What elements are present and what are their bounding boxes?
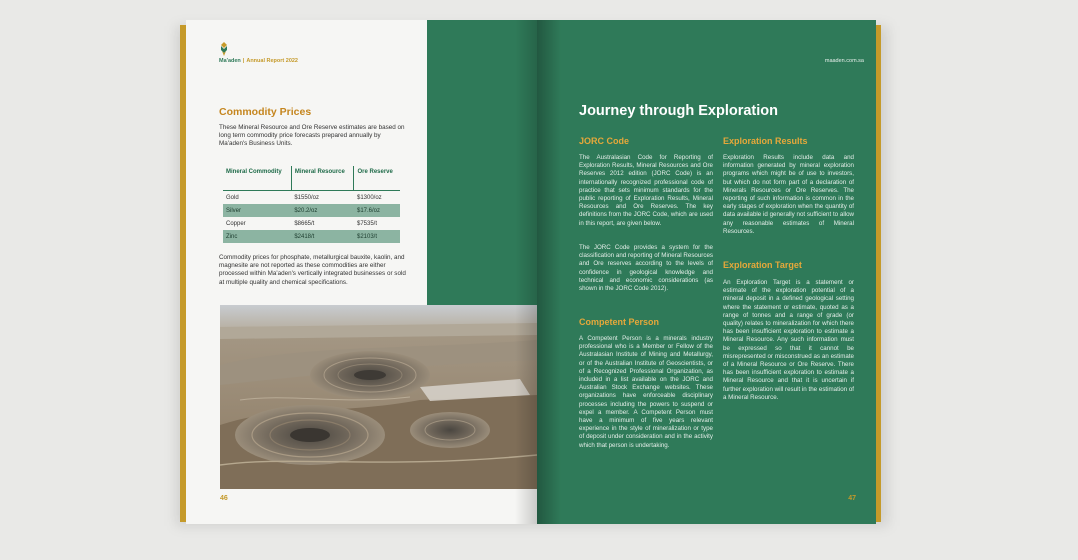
col-mineral-commodity: Mineral Commodity [223,166,291,191]
exploration-results-heading: Exploration Results [723,136,808,146]
left-page [186,20,537,524]
cell-commodity: Copper [226,220,246,227]
table-row [223,204,400,217]
page-number-left: 46 [220,495,228,502]
jorc-code-paragraph-1: The Australasian Code for Reporting of Exploration Results, Mineral Resources and Ore Reserves 2012 edition (JORC Code) is an internationally recognized professional code of practice that sets minimum standards for the public reporting of Exploration Results, Mineral Resources and Ore Reserves. The key definitions from the JORC Code, which are used in this report, are given below. [579,154,713,227]
jorc-code-heading: JORC Code [579,136,630,146]
commodity-footnote-text: Commodity prices for phosphate, metallurgical bauxite, kaolin, and magnesite are not reported as these commodities are either processed within Ma'aden's vertically integrated businesses or sold at multiple quality and chemical specifications. [219,254,406,286]
col-ore-reserve: Ore Reserve [354,166,400,191]
table-row [223,217,400,230]
col-mineral-resource: Mineral Resource [291,166,354,191]
table-row [223,191,400,205]
cell-reserve: $2103/t [354,230,400,243]
commodity-price-table [223,166,400,243]
website-url: maaden.com.sa [824,58,864,64]
cell-resource: $1550/oz [294,194,320,201]
page-title: Journey through Exploration [579,103,778,119]
spine-shadow-left [515,20,537,524]
commodity-intro-text: These Mineral Resource and Ore Reserve estimates are based on long term commodity price forecasts prepared annually by Ma'aden's Business Units. [219,124,405,148]
cell-commodity: Gold [226,194,239,201]
open-pit-mine-photo [220,305,537,489]
cell-reserve: $7535/t [356,220,378,227]
maaden-logo-icon [219,42,229,56]
page-number-right: 47 [848,495,856,502]
cell-resource: $2418/t [291,230,354,243]
exploration-target-text: An Exploration Target is a statement or estimate of the exploration potential of a mineral deposit in a defined geological setting where the statement or estimate, quoted as a range of tonnes and a range of grade (or quality) relates to mineralization for which there has been insufficient exploration to estimate a Mineral Resource. Any such information must be expressed so that it cannot be misrepresented or misconstrued as an estimate of a Mineral Resource or Ore Reserve. There has been insufficient exploration to estimate a Mineral Resource and that it is uncertain if further exploration will result in the estimation of a Mineral Resource. [723,279,854,401]
cell-reserve: $1300/oz [356,194,382,201]
table-header-row [223,166,400,191]
exploration-target-heading: Exploration Target [723,260,802,270]
spine-shadow-right [537,20,561,524]
report-brand: Ma'aden | Annual Report 2022 [219,58,298,64]
commodity-prices-heading: Commodity Prices [219,106,312,118]
jorc-code-paragraph-2: The JORC Code provides a system for the classification and reporting of Mineral Resources and Ore reserves according to the levels of confidence in geological knowledge and technical and economic considerations (as shown in the JORC Code 2012). [579,244,713,293]
cell-commodity: Silver [223,204,291,217]
cell-resource: $8665/t [294,220,315,227]
cell-commodity: Zinc [223,230,291,243]
cell-reserve: $17.6/oz [354,204,400,217]
table-row [223,230,400,243]
competent-person-heading: Competent Person [579,317,660,327]
exploration-results-text: Exploration Results include data and information generated by mineral exploration programs which might be of use to investors, but which do not form part of a declaration of Minerals Resources or Ore Reserves. The reporting of such information is common in the early stages of exploration when the quantity of data available id generally not sufficient to allow any reasonable estimates of Mineral Resources. [723,154,854,235]
competent-person-text: A Competent Person is a minerals industry professional who is a Member or Fellow of the Australasian Institute of Mining and Metallurgy, or of the Australian Institute of Geoscientists, or of a Recognized Professional Organization, as included in a list available on the JORC and Australian Stock Exchange websites. These organizations have enforceable disciplinary processes including the powers to suspend or expel a member. A Competent Person must have a minimum of five years relevant experience in the style of mineralization or type of deposit under consideration and in the activity which that person is undertaking. [579,335,713,449]
right-page [537,20,876,524]
cell-resource: $20.2/oz [291,204,354,217]
